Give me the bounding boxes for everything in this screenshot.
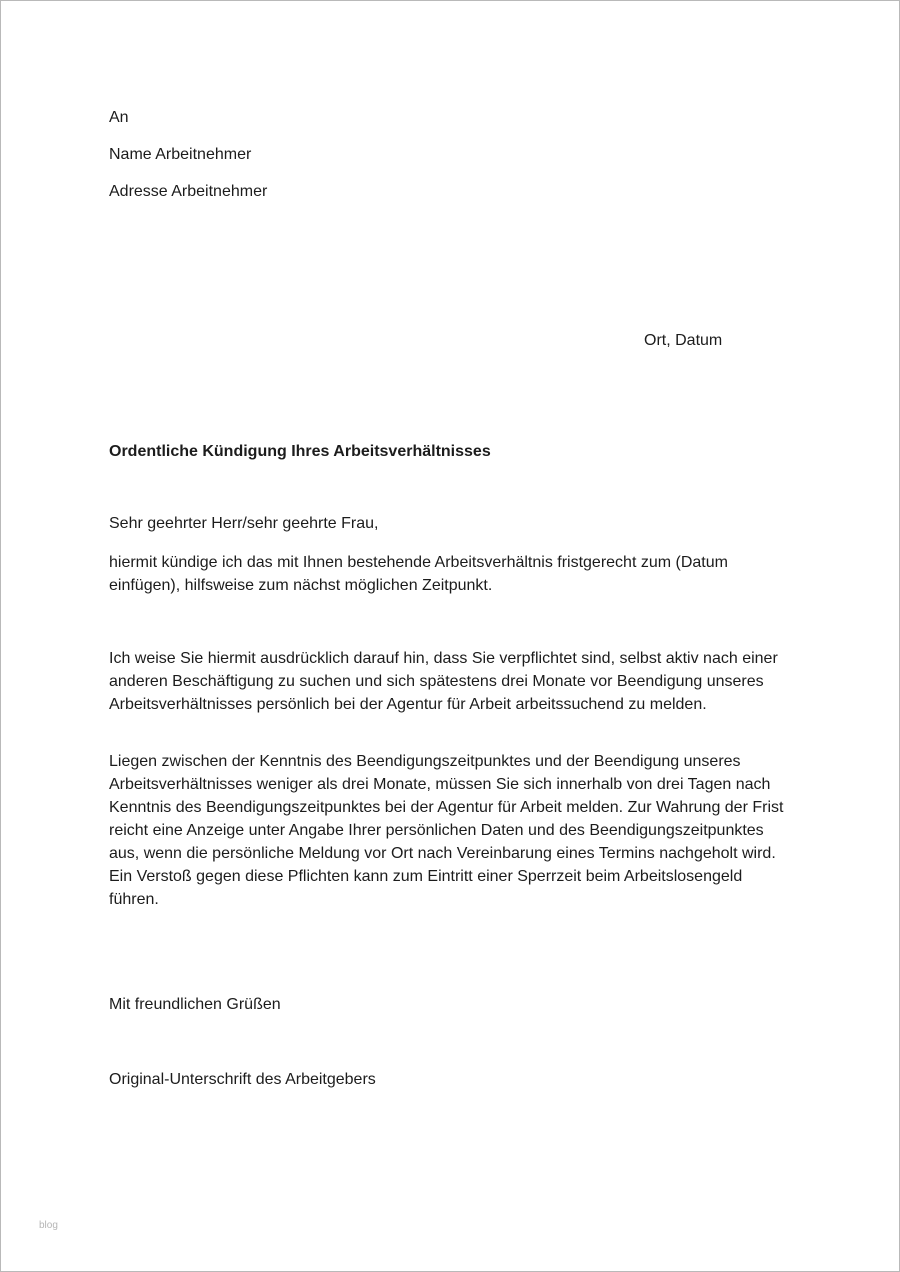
date-line: Ort, Datum [644,332,723,349]
recipient-name: Name Arbeitnehmer [109,146,252,163]
closing-line: Mit freundlichen Grüßen [109,996,281,1013]
body-paragraph: hiermit kündige ich das mit Ihnen bestehende Arbeitsverhältnis fristgerecht zum (Datum einfügen), hilfsweise zum nächst möglichen Zeitpunkt. [109,554,733,594]
body-paragraph: Liegen zwischen der Kenntnis des Beendigungszeitpunktes und der Beendigung unseres Arbeitsverhältnisses weniger als drei Monate, müssen Sie sich innerhalb von drei Tagen nach Kenntnis des Beendigungszeitpunktes bei der Agentur für Arbeit melden. Zur Wahrung der Frist reicht eine Anzeige unter Angabe Ihrer persönlichen Daten und des Beendigungszeitpunktes aus, wenn die persönliche Meldung vor Ort nach Vereinbarung eines Termins nachgeholt wird. Ein Verstoß gegen diese Pflichten kann zum Eintritt einer Sperrzeit beim Arbeitslosengeld führen. [109,753,788,908]
recipient-address: Adresse Arbeitnehmer [109,183,268,200]
subject-line: Ordentliche Kündigung Ihres Arbeitsverhältnisses [109,443,491,460]
signature-note: Original-Unterschrift des Arbeitgebers [109,1071,376,1088]
salutation: Sehr geehrter Herr/sehr geehrte Frau, [109,515,379,532]
watermark-text: blog [39,1220,58,1231]
body-paragraph: Ich weise Sie hiermit ausdrücklich darauf hin, dass Sie verpflichtet sind, selbst aktiv nach einer anderen Beschäftigung zu suchen und sich spätestens drei Monate vor Beendigung unseres Arbeitsverhältnisses persönlich bei der Agentur für Arbeit arbeitssuchend zu melden. [109,650,783,713]
recipient-to-label: An [109,109,129,126]
